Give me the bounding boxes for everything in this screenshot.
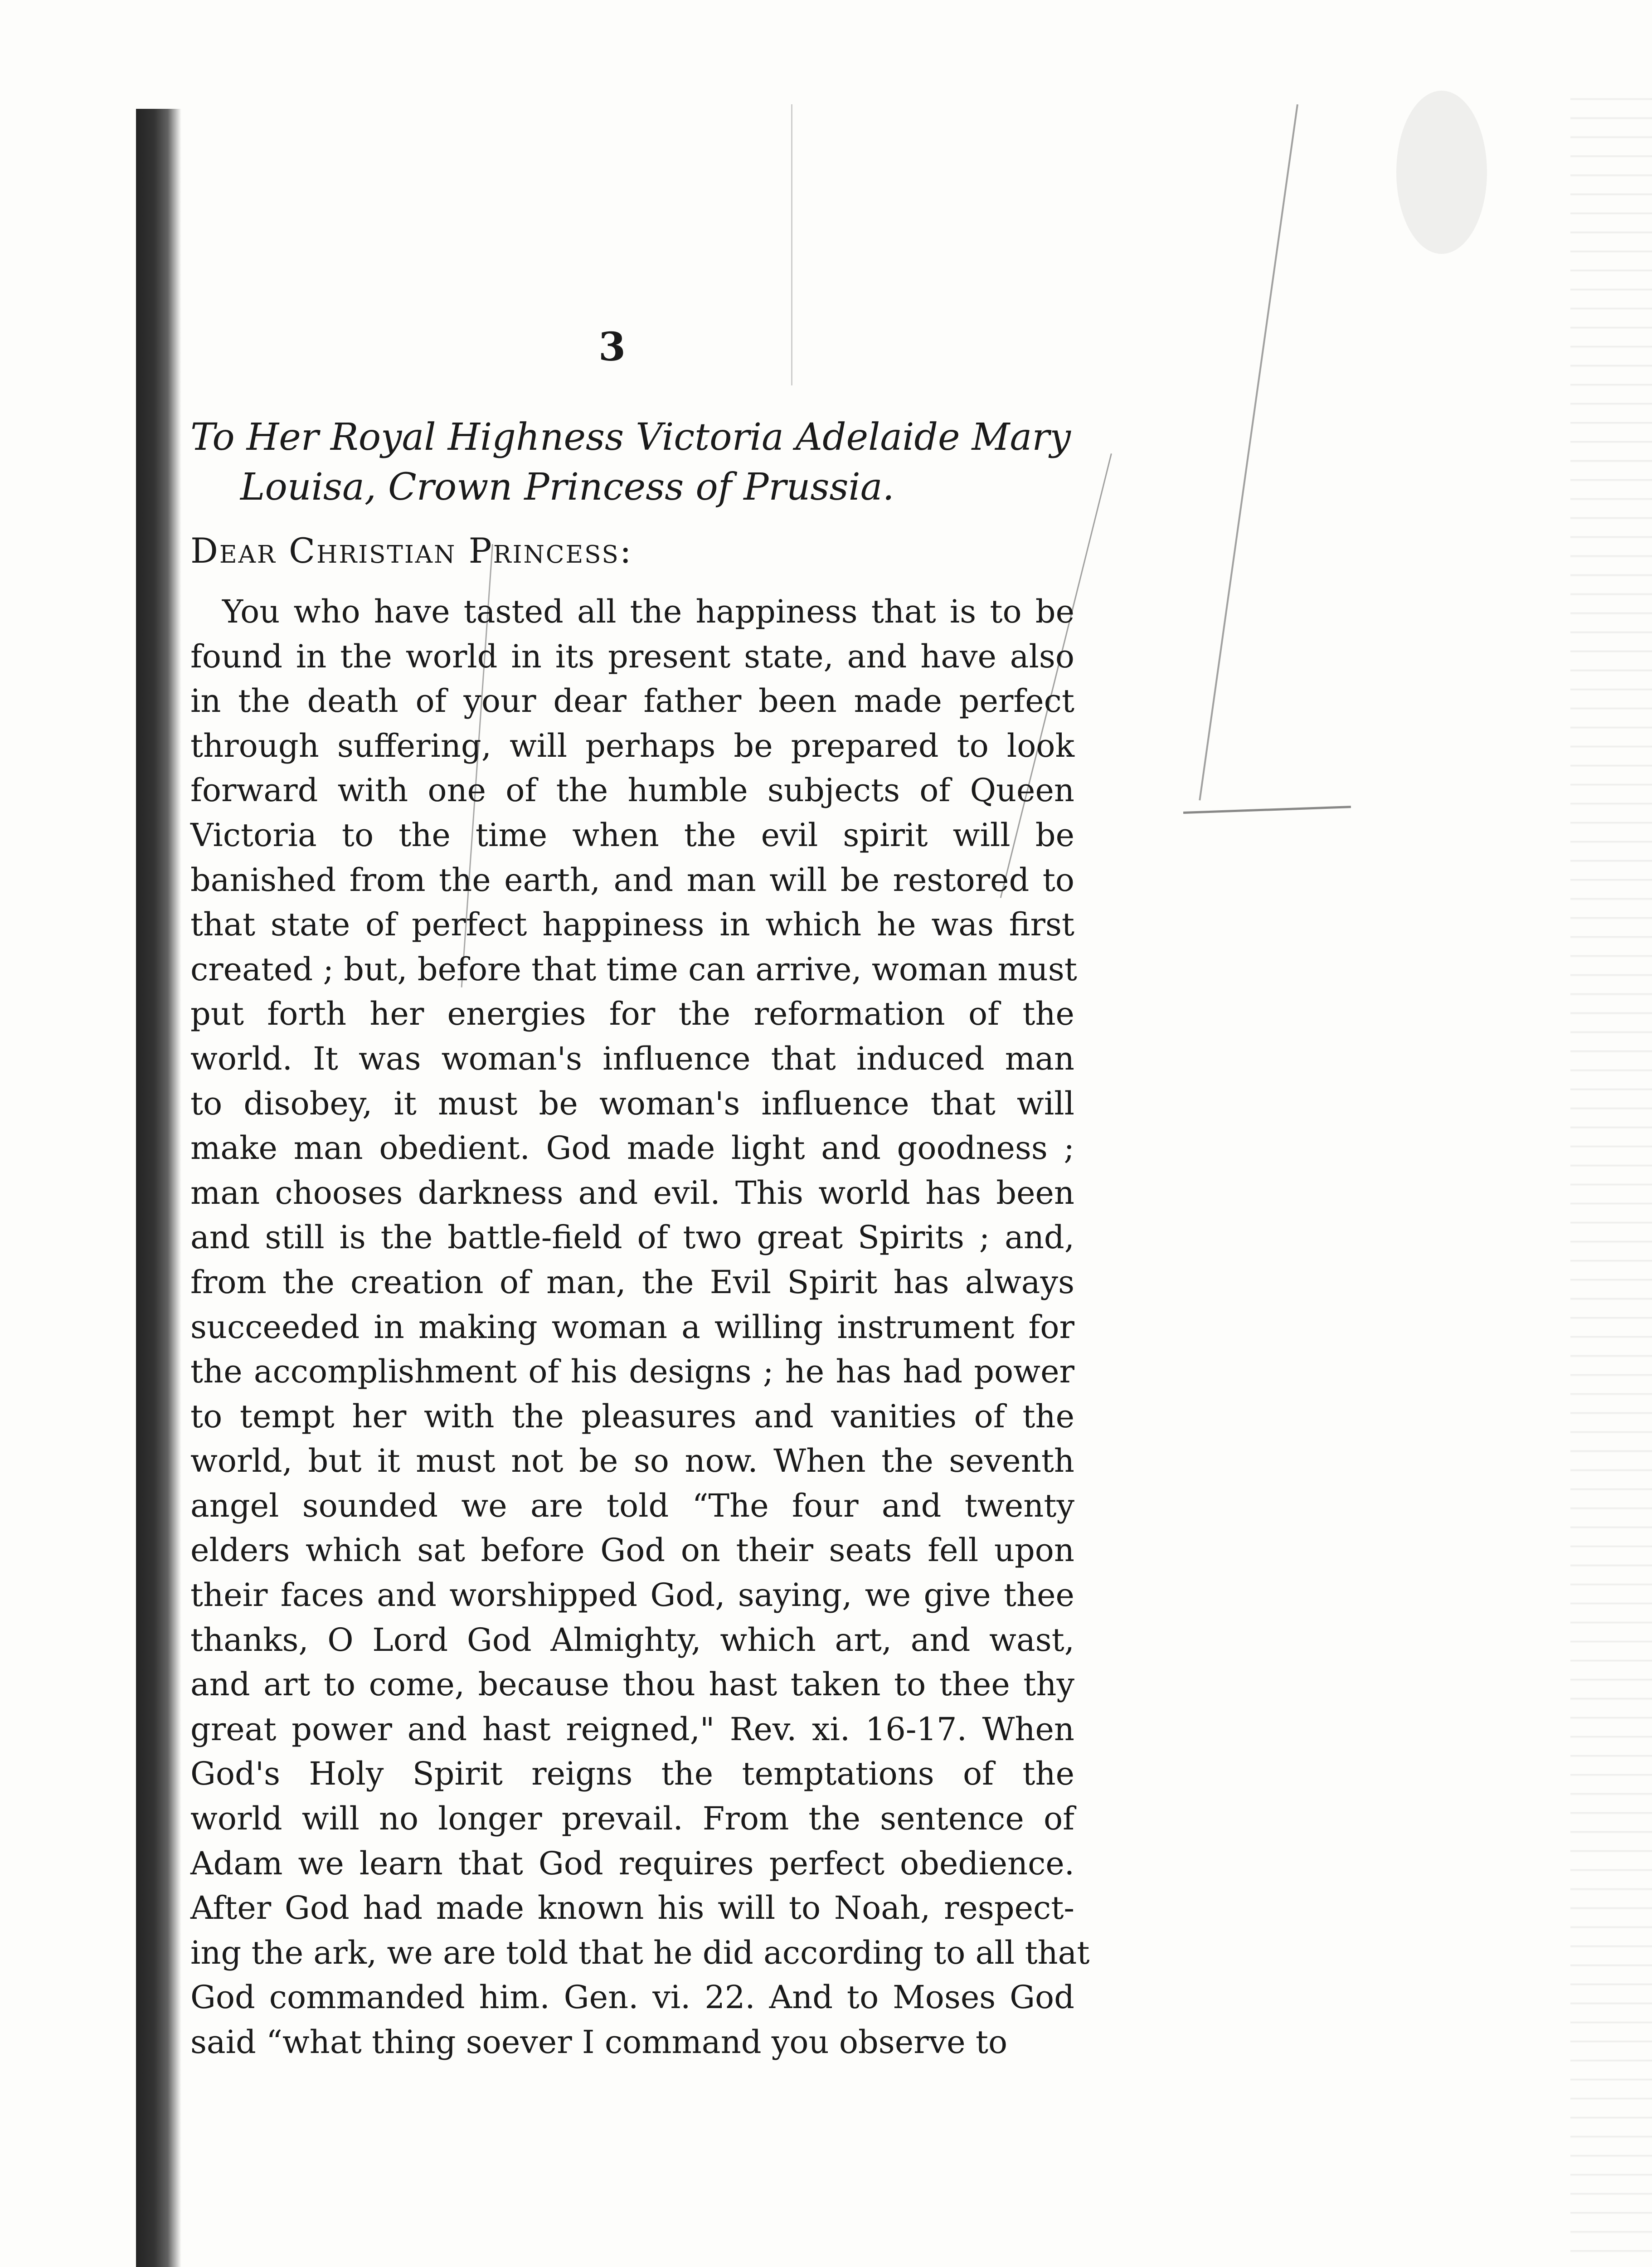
text-line: God's Holy Spirit reigns the temptations of the — [190, 1755, 1074, 1793]
faint-vertical-mark — [791, 104, 792, 385]
salutation: Dear Christian Princess: — [190, 530, 633, 571]
text-line: ing the ark, we are told that he did according to all that — [190, 1934, 1090, 1971]
dedication-line: Louisa, Crown Princess of Prussia. — [240, 466, 894, 509]
text-line: great power and hast reigned," Rev. xi. 16-17. When — [190, 1710, 1074, 1748]
text-line: said “what thing soever I command you observe to — [190, 2024, 1008, 2061]
text-line: succeeded in making woman a willing instrument for — [190, 1308, 1074, 1346]
text-line: world will no longer prevail. From the sentence of — [190, 1800, 1074, 1838]
pencil-stroke-right — [1199, 104, 1298, 800]
text-line: the accomplishment of his designs ; he has had power — [190, 1353, 1074, 1391]
text-line: to tempt her with the pleasures and vanities of the — [190, 1397, 1074, 1435]
text-line: found in the world in its present state, and have also — [190, 637, 1074, 675]
text-line: make man obedient. God made light and goodness ; — [190, 1129, 1074, 1167]
text-line: and still is the battle-field of two great Spirits ; and, — [190, 1219, 1074, 1256]
text-line: forward with one of the humble subjects of Queen — [190, 772, 1074, 809]
text-line: to disobey, it must be woman's influence that will — [190, 1085, 1074, 1122]
dedication-line: To Her Royal Highness Victoria Adelaide Mary — [190, 416, 1071, 459]
text-line: God commanded him. Gen. vi. 22. And to Moses God — [190, 1979, 1074, 2016]
text-line: put forth her energies for the reformation of the — [190, 995, 1074, 1033]
text-line: from the creation of man, the Evil Spirit has always — [190, 1263, 1074, 1301]
pencil-stroke-arrow — [1183, 806, 1351, 814]
text-line: banished from the earth, and man will be restored to — [190, 861, 1074, 899]
dedication — [190, 413, 1124, 512]
text-line: elders which sat before God on their seats fell upon — [190, 1532, 1074, 1569]
binding-shadow — [136, 109, 181, 2267]
text-line: in the death of your dear father been made perfect — [190, 682, 1074, 720]
text-line: that state of perfect happiness in which he was first — [190, 906, 1074, 944]
text-line: and art to come, because thou hast taken to thee thy — [190, 1666, 1074, 1703]
text-line: world, but it must not be so now. When the seventh — [190, 1442, 1074, 1480]
text-line: Adam we learn that God requires perfect obedience. — [190, 1844, 1074, 1882]
text-line: world. It was woman's influence that induced man — [190, 1040, 1074, 1077]
text-line: created ; but, before that time can arrive, woman must — [190, 950, 1077, 988]
margin-speckle — [1570, 82, 1652, 2267]
text-line: angel sounded we are told “The four and twenty — [190, 1487, 1074, 1524]
text-line: through suffering, will perhaps be prepared to look — [190, 727, 1074, 764]
scan-stain — [1396, 91, 1487, 254]
text-line: Victoria to the time when the evil spirit will be — [190, 816, 1074, 854]
text-line: You who have tasted all the happiness that is to be — [222, 593, 1074, 630]
text-line: thanks, O Lord God Almighty, which art, and wast, — [190, 1621, 1074, 1659]
text-line: man chooses darkness and evil. This world has been — [190, 1174, 1074, 1211]
body-text — [190, 589, 1090, 2065]
text-line: their faces and worshipped God, saying, we give thee — [190, 1576, 1074, 1614]
page-number: 3 — [598, 324, 626, 370]
text-line: After God had made known his will to Noah, respect- — [190, 1889, 1074, 1927]
